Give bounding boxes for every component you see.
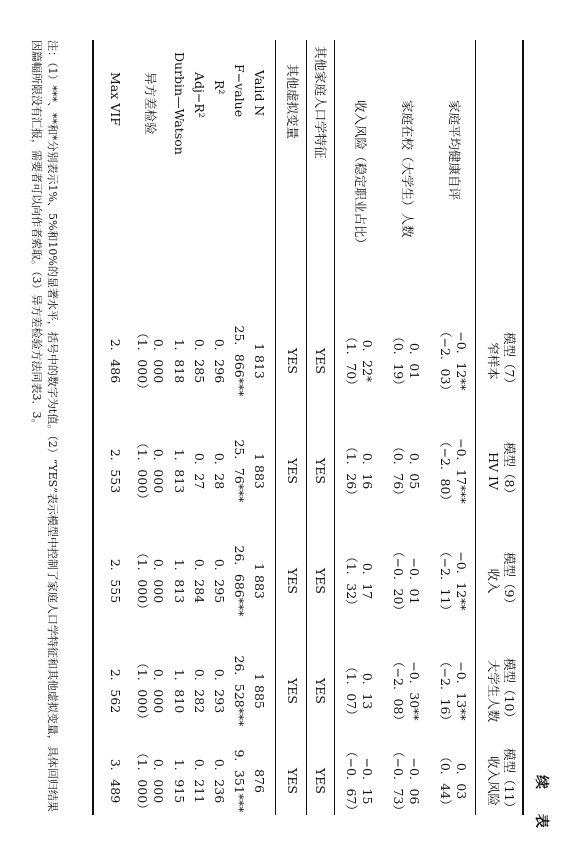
control-cell: YES (313, 568, 328, 594)
row-rule (275, 40, 276, 815)
se-cell: （1．32） (344, 550, 359, 612)
control-cell: YES (313, 768, 328, 794)
stat-cell: 1．813 (172, 448, 187, 494)
bottom-rule (92, 40, 94, 815)
stat-cell: 0．000 (151, 758, 166, 804)
stat-cell: 1 883 (252, 563, 267, 599)
control-cell: YES (285, 348, 300, 374)
stat-cell: 3．489 (108, 758, 123, 804)
stat-cell: 1 885 (252, 673, 267, 709)
se-cell: （0．19） (391, 330, 406, 392)
col-header-5-line1: 模型（11） (502, 748, 517, 814)
coef-cell: 0．16 (360, 452, 375, 490)
coef-cell: 0．17 (360, 562, 375, 600)
stat-cell: 1．818 (172, 338, 187, 384)
stat-se-cell: （1．000） (135, 746, 150, 816)
se-cell: （−2．80） (438, 435, 453, 507)
stat-cell: 0．236 (212, 758, 227, 804)
coef-cell: 0．03 (454, 762, 469, 800)
coef-cell: −0．06 (407, 757, 422, 805)
row-label: 收入风险（稳定职业占比） (353, 100, 368, 251)
se-cell: （−0．67） (344, 745, 359, 817)
col-header-4-line2: 大学生人数 (486, 659, 501, 723)
se-cell: （−2．08） (391, 655, 406, 727)
se-cell: （−2．03） (438, 325, 453, 397)
control-label: 其他家庭人口学特征 (313, 46, 328, 159)
stat-label: R² (212, 80, 227, 95)
stat-cell: 25．76*** (232, 439, 247, 503)
stat-label: Max VIF (108, 72, 123, 126)
table-footnote: 注：（1）***、**和*分别表示1%、5%和10%的显著水平，括号中的数字为t值。（2）“YES”表示模型中控制了家庭人口学特征和其他虚拟变量，具体回归结果因篇幅所限没有汇报，需要者可以向作者索取。（3）异方差检验方法同表3．3。 (30, 40, 59, 812)
col-header-2-line2: HV IV (486, 452, 501, 490)
col-header-1-line1: 模型（7） (502, 332, 517, 390)
control-cell: YES (313, 458, 328, 484)
row-rule (334, 40, 335, 815)
stat-cell: 876 (252, 769, 267, 793)
coef-cell: −0．13** (454, 661, 469, 721)
stat-label: Durbin—Watson (172, 52, 187, 155)
table-title: 续 表 (533, 775, 549, 838)
header-rule (475, 40, 476, 815)
stat-label: 异方差检验 (143, 72, 158, 135)
stat-cell: 0．285 (192, 338, 207, 384)
se-cell: （1．26） (344, 440, 359, 502)
stat-cell: 2．486 (108, 338, 123, 384)
stat-cell: 1．915 (172, 758, 187, 804)
stat-cell: 25．866*** (232, 325, 247, 397)
se-cell: （1．07） (344, 660, 359, 722)
coef-cell: 0．22* (360, 339, 375, 383)
coef-cell: 0．05 (407, 452, 422, 490)
stat-cell: 26．686*** (232, 545, 247, 617)
stat-cell: 0．293 (212, 668, 227, 714)
col-header-3-line2: 收入 (486, 568, 501, 594)
stat-cell: 0．000 (151, 558, 166, 604)
stat-label: Adj−R² (192, 72, 207, 118)
col-header-5-line2: 收入风险 (486, 755, 501, 807)
stat-cell: 0．27 (192, 452, 207, 490)
col-header-2-line1: 模型（8） (502, 442, 517, 500)
control-cell: YES (285, 458, 300, 484)
se-cell: （−2．11） (438, 545, 453, 617)
control-label: 其他虚拟变量 (285, 64, 300, 140)
stat-cell: 1 813 (252, 343, 267, 379)
stat-label: F−value (232, 64, 247, 118)
stat-se-cell: （1．000） (135, 656, 150, 726)
col-header-1-line2: 窄样本 (486, 342, 501, 380)
stat-cell: 0．211 (192, 758, 207, 804)
stat-cell: 26．528*** (232, 655, 247, 727)
stat-label: Valid N (252, 70, 267, 117)
coef-cell: −0．15 (360, 757, 375, 805)
stat-cell: 9．351*** (232, 749, 247, 813)
col-header-4-line1: 模型（10） (502, 658, 517, 724)
coef-cell: −0．12** (454, 551, 469, 611)
control-cell: YES (285, 678, 300, 704)
control-cell: YES (285, 768, 300, 794)
control-cell: YES (313, 348, 328, 374)
stat-cell: 1．810 (172, 668, 187, 714)
se-cell: （1．70） (344, 330, 359, 392)
coef-cell: −0．01 (407, 557, 422, 605)
row-rule (306, 40, 307, 815)
stat-cell: 2．555 (108, 558, 123, 604)
stat-cell: 1 883 (252, 453, 267, 489)
stat-cell: 0．296 (212, 338, 227, 384)
coef-cell: −0．30** (407, 661, 422, 721)
se-cell: （−0．73） (391, 745, 406, 817)
stat-cell: 1．813 (172, 558, 187, 604)
stat-se-cell: （1．000） (135, 326, 150, 396)
top-rule (522, 40, 524, 815)
stat-cell: 2．562 (108, 668, 123, 714)
stat-cell: 0．295 (212, 558, 227, 604)
row-label: 家庭在校（大学生）人数 (400, 100, 415, 238)
coef-cell: −0．17*** (454, 438, 469, 504)
stat-cell: 0．000 (151, 448, 166, 494)
control-cell: YES (285, 568, 300, 594)
stat-cell: 0．000 (151, 668, 166, 714)
coef-cell: 0．13 (360, 672, 375, 710)
col-header-3-line1: 模型（9） (502, 552, 517, 610)
se-cell: （−2．16） (438, 655, 453, 727)
stat-cell: 0．282 (192, 668, 207, 714)
stat-cell: 0．28 (212, 452, 227, 490)
stat-se-cell: （1．000） (135, 546, 150, 616)
se-cell: （0．76） (391, 440, 406, 502)
control-cell: YES (313, 678, 328, 704)
stat-cell: 0．000 (151, 338, 166, 384)
stat-cell: 0．284 (192, 558, 207, 604)
stat-cell: 2．553 (108, 448, 123, 494)
coef-cell: 0．01 (407, 342, 422, 380)
row-label: 家庭平均健康自评 (447, 100, 462, 201)
coef-cell: −0．12** (454, 331, 469, 391)
se-cell: （−0．20） (391, 545, 406, 617)
stat-se-cell: （1．000） (135, 436, 150, 506)
se-cell: （0．44） (438, 750, 453, 812)
